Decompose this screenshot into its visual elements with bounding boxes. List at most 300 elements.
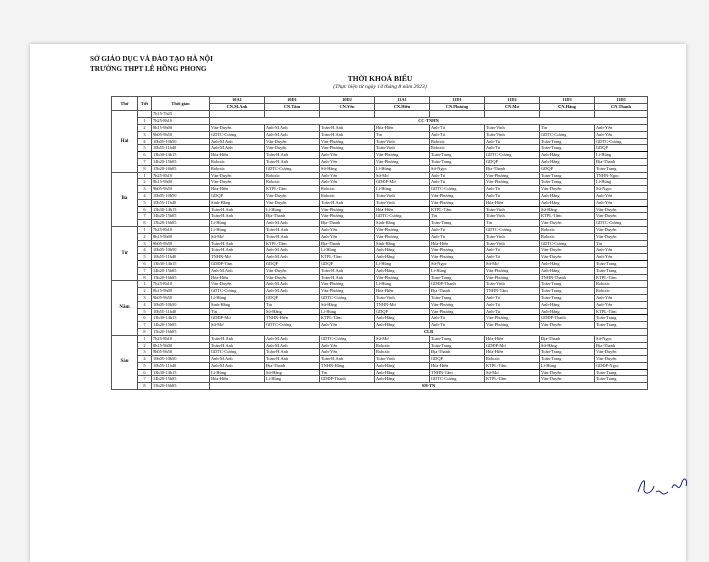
table-row bbox=[112, 322, 648, 329]
table-cell: Anh-Yến bbox=[595, 125, 648, 132]
table-cell: Hóa-Hiền bbox=[375, 125, 430, 132]
table-cell: Văn-Duyên bbox=[265, 267, 320, 274]
table-cell: Địa-Thanh bbox=[320, 240, 375, 247]
table-cell: Toán-Vinh bbox=[485, 233, 540, 240]
table-cell: Văn-Duyên bbox=[595, 206, 648, 213]
table-row bbox=[112, 267, 648, 274]
period-time: 13h30-14h15 bbox=[152, 315, 210, 322]
table-cell: Anh-M.Anh bbox=[265, 220, 320, 227]
period-number: 6 bbox=[138, 369, 152, 376]
table-cell: Toán-Trang bbox=[540, 288, 595, 295]
period-time: 10h55-11h40 bbox=[152, 362, 210, 369]
period-number: 6 bbox=[138, 315, 152, 322]
table-cell: Văn-Phương bbox=[375, 226, 430, 233]
table-cell: Văn-Phương bbox=[320, 213, 375, 220]
period-number: 7 bbox=[138, 213, 152, 220]
table-cell: Lí-Hùng bbox=[430, 267, 485, 274]
table-cell: Toán-Vinh bbox=[375, 192, 430, 199]
class-name: 11D3 bbox=[540, 97, 595, 104]
table-cell: Tin bbox=[595, 240, 648, 247]
day-name: Năm bbox=[112, 281, 138, 335]
table-cell: Toán-H.Anh bbox=[210, 240, 265, 247]
class-name: 11A1 bbox=[375, 97, 430, 104]
table-cell: Anh-M.Anh bbox=[265, 125, 320, 132]
table-cell: Anh-M.Anh bbox=[265, 131, 320, 138]
table-row bbox=[112, 233, 648, 240]
table-cell: Toán-Vinh bbox=[485, 281, 540, 288]
table-cell: Anh-Hằng bbox=[540, 260, 595, 267]
signature-icon bbox=[632, 462, 692, 502]
table-cell: TNHN-Tâm bbox=[430, 369, 485, 376]
table-cell: Toán-Vinh bbox=[485, 125, 540, 132]
table-cell: Toán-Vinh bbox=[375, 145, 430, 152]
table-cell: Địa-Thanh bbox=[595, 342, 648, 349]
table-row bbox=[112, 254, 648, 261]
table-cell: Văn-Phương bbox=[320, 206, 375, 213]
period-time: 10h05-10h50 bbox=[152, 138, 210, 145]
table-cell: Sử-Mơ bbox=[375, 335, 430, 342]
table-cell: Anh-Yến bbox=[320, 342, 375, 349]
table-cell: GDTC-Cương bbox=[485, 152, 540, 159]
period-time: 10h05-10h50 bbox=[152, 301, 210, 308]
table-cell: Toán-Vinh bbox=[375, 356, 430, 363]
table-cell: Địa-Thanh bbox=[430, 349, 485, 356]
table-cell: Sử-Hằng bbox=[265, 369, 320, 376]
table-cell: KTPL-Tâm bbox=[430, 206, 485, 213]
table-cell: Lí-Hùng bbox=[595, 179, 648, 186]
table-row bbox=[112, 356, 648, 363]
period-number: 7 bbox=[138, 322, 152, 329]
table-cell: Tin bbox=[265, 301, 320, 308]
table-row bbox=[112, 376, 648, 383]
table-cell: Toán-H.Anh bbox=[265, 349, 320, 356]
table-cell bbox=[265, 111, 320, 118]
period-number: 2 bbox=[138, 288, 152, 295]
table-cell: Văn-Duyên bbox=[595, 356, 648, 363]
table-cell: Tin bbox=[540, 125, 595, 132]
table-cell: Lí-Hùng bbox=[210, 220, 265, 227]
table-cell: TNHN-Ngọc bbox=[595, 172, 648, 179]
table-cell: Sử-Mơ bbox=[210, 322, 265, 329]
table-cell bbox=[210, 111, 265, 118]
table-cell: Anh-Tú bbox=[430, 172, 485, 179]
table-row bbox=[112, 315, 648, 322]
table-row bbox=[112, 362, 648, 369]
table-cell: Văn-Duyên bbox=[265, 145, 320, 152]
table-cell: Lí-Hùng bbox=[540, 362, 595, 369]
table-cell: Sử-Mơ bbox=[210, 233, 265, 240]
table-row bbox=[112, 179, 648, 186]
table-cell: Anh-Hằng bbox=[540, 152, 595, 159]
table-cell: Anh-Yến bbox=[320, 349, 375, 356]
table-cell: Văn-Phương bbox=[320, 138, 375, 145]
table-cell: Toán-H.Anh bbox=[320, 267, 375, 274]
table-cell: Anh-Hằng bbox=[375, 322, 430, 329]
table-cell: Anh-Hằng bbox=[540, 267, 595, 274]
table-cell: GDTC-Cương bbox=[210, 288, 265, 295]
table-cell: Anh-Tú bbox=[430, 226, 485, 233]
table-cell: Toán-H.Anh bbox=[210, 247, 265, 254]
table-row bbox=[112, 383, 648, 390]
period-time: 10h05-10h50 bbox=[152, 192, 210, 199]
table-cell: Toán-Vinh bbox=[485, 206, 540, 213]
table-cell: Anh-Tú bbox=[485, 254, 540, 261]
table-cell: Sử-Hằng bbox=[320, 301, 375, 308]
table-row bbox=[112, 213, 648, 220]
table-cell: KTPL-Tâm bbox=[485, 376, 540, 383]
day-name: Ba bbox=[112, 172, 138, 226]
table-cell: GDTC-Cương bbox=[210, 131, 265, 138]
page-subtitle: (Thực hiện từ ngày 14 tháng 8 năm 2023) bbox=[333, 84, 427, 90]
table-cell: Lí-Hùng bbox=[375, 260, 430, 267]
table-cell: Toán-H.Anh bbox=[320, 125, 375, 132]
table-cell: Anh-Yến bbox=[595, 247, 648, 254]
table-cell: Sinh-Hằng bbox=[375, 240, 430, 247]
table-cell: GDTC-Cương bbox=[540, 131, 595, 138]
period-number: 8 bbox=[138, 328, 152, 335]
period-number: 2 bbox=[138, 179, 152, 186]
period-time: 10h55-11h40 bbox=[152, 254, 210, 261]
table-cell: GDĐP-Mơ bbox=[210, 315, 265, 322]
table-cell: Anh-Yến bbox=[595, 131, 648, 138]
school-name: TRƯỜNG THPT LÊ HỒNG PHONG bbox=[90, 65, 207, 73]
period-time: 15h20-16h05 bbox=[152, 328, 210, 335]
table-cell: Toán-Trang bbox=[540, 356, 595, 363]
table-cell: Văn-Duyên bbox=[210, 281, 265, 288]
table-cell: GDĐP-Thanh bbox=[320, 376, 375, 383]
period-time: 15h20-16h05 bbox=[152, 220, 210, 227]
table-cell: Văn-Duyên bbox=[540, 186, 595, 193]
table-cell: Hóa-Hiền bbox=[485, 335, 540, 342]
table-cell: Anh-M.Anh bbox=[210, 138, 265, 145]
period-time: 13h30-14h15 bbox=[152, 152, 210, 159]
table-cell: Văn-Phương bbox=[485, 322, 540, 329]
table-row bbox=[112, 186, 648, 193]
table-cell bbox=[485, 111, 540, 118]
table-cell: Anh-Hằng bbox=[375, 362, 430, 369]
class-name: 10D1 bbox=[265, 97, 320, 104]
table-cell: KTPL-Tâm bbox=[595, 308, 648, 315]
table-cell: TNHN-Mơ bbox=[210, 254, 265, 261]
table-cell: GDTC-Cương bbox=[430, 186, 485, 193]
table-cell: GDĐP-Thanh bbox=[540, 315, 595, 322]
table-cell: Hóa-Hiền bbox=[430, 240, 485, 247]
table-cell: Toán-Trang bbox=[430, 158, 485, 165]
table-cell: Toán-Trang bbox=[595, 369, 648, 376]
table-cell: Toán-Trang bbox=[540, 281, 595, 288]
table-row bbox=[112, 247, 648, 254]
table-cell: Sinh-Hằng bbox=[210, 301, 265, 308]
period-number: 1 bbox=[138, 172, 152, 179]
table-cell: GDQP bbox=[430, 356, 485, 363]
table-row bbox=[112, 369, 648, 376]
period-time: 14h20-15h05 bbox=[152, 267, 210, 274]
table-cell: Tin bbox=[375, 131, 430, 138]
table-cell: Toán-H.Anh bbox=[320, 274, 375, 281]
table-cell: Văn-Duyên bbox=[210, 179, 265, 186]
period-number: 1 bbox=[138, 226, 152, 233]
table-cell bbox=[540, 111, 595, 118]
table-cell: KTPL-Tâm bbox=[595, 274, 648, 281]
table-cell: Robotic bbox=[485, 356, 540, 363]
table-cell: Văn-Phương bbox=[320, 145, 375, 152]
table-cell: Địa-Thanh bbox=[485, 165, 540, 172]
table-cell: KTPL-Tâm bbox=[320, 254, 375, 261]
period-time: 15h20-16h05 bbox=[152, 274, 210, 281]
period-time: 9h05-9h50 bbox=[152, 186, 210, 193]
table-cell: Anh-Tú bbox=[485, 192, 540, 199]
table-cell: Robotic bbox=[320, 192, 375, 199]
table-cell: Robotic bbox=[540, 233, 595, 240]
period-number: 4 bbox=[138, 247, 152, 254]
table-cell: Anh-M.Anh bbox=[265, 247, 320, 254]
table-cell: Anh-M.Anh bbox=[210, 356, 265, 363]
period-time: 9h05-9h50 bbox=[152, 131, 210, 138]
table-cell: Văn-Phương bbox=[430, 308, 485, 315]
table-cell: Văn-Phương bbox=[485, 274, 540, 281]
table-cell: KTPL-Tâm bbox=[265, 240, 320, 247]
table-cell: Toán-H.Anh bbox=[210, 342, 265, 349]
table-cell: Lí-Hùng bbox=[320, 308, 375, 315]
table-cell: Hóa-Hiền bbox=[375, 206, 430, 213]
table-cell: Toán-Vinh bbox=[375, 199, 430, 206]
class-name: 10D2 bbox=[320, 97, 375, 104]
table-cell: Toán-H.Anh bbox=[265, 152, 320, 159]
period-time: 7h25-8h10 bbox=[152, 118, 210, 125]
table-cell: Anh-Yến bbox=[595, 192, 648, 199]
class-teacher: CN.Mơ bbox=[485, 104, 540, 111]
table-cell: Anh-Hằng bbox=[375, 267, 430, 274]
period-time: 8h15-9h00 bbox=[152, 288, 210, 295]
table-cell: Toán-Trang bbox=[540, 172, 595, 179]
table-cell: Lí-Hùng bbox=[595, 152, 648, 159]
table-cell bbox=[320, 111, 375, 118]
table-row bbox=[112, 335, 648, 342]
table-cell: Văn-Phương bbox=[320, 288, 375, 295]
table-cell: Robotic bbox=[375, 349, 430, 356]
table-cell: Lí-Hùng bbox=[375, 186, 430, 193]
table-cell: Anh-Yến bbox=[595, 254, 648, 261]
table-cell: Anh-M.Anh bbox=[265, 281, 320, 288]
table-cell: Anh-Hằng bbox=[540, 308, 595, 315]
table-row bbox=[112, 301, 648, 308]
table-cell: Hóa-Hiền bbox=[210, 274, 265, 281]
table-cell: Văn-Phương bbox=[430, 192, 485, 199]
period-time: 15h20-16h05 bbox=[152, 383, 210, 390]
table-cell: Văn-Duyên bbox=[595, 226, 648, 233]
table-cell: GDTC-Cương bbox=[485, 226, 540, 233]
period-number: 6 bbox=[138, 152, 152, 159]
table-row bbox=[112, 342, 648, 349]
table-cell: Văn-Duyên bbox=[265, 199, 320, 206]
table-cell: Sử-Mơ bbox=[485, 260, 540, 267]
table-cell: Toán-H.Anh bbox=[265, 356, 320, 363]
table-cell: Robotic bbox=[595, 281, 648, 288]
period-number: 3 bbox=[138, 131, 152, 138]
table-cell: Văn-Duyên bbox=[265, 138, 320, 145]
period-number: 8 bbox=[138, 220, 152, 227]
table-cell: Toán-Trang bbox=[540, 349, 595, 356]
table-cell: Văn-Duyên bbox=[210, 172, 265, 179]
period-number: 8 bbox=[138, 165, 152, 172]
table-cell: GDQP bbox=[540, 165, 595, 172]
table-row bbox=[112, 192, 648, 199]
period-number: 5 bbox=[138, 145, 152, 152]
table-cell: Địa-Thanh bbox=[320, 220, 375, 227]
table-cell: Văn-Duyên bbox=[210, 125, 265, 132]
table-cell: Toán-H.Anh bbox=[320, 131, 375, 138]
table-cell: Sử-Ngọc bbox=[595, 335, 648, 342]
table-cell: Anh-Yến bbox=[320, 233, 375, 240]
period-time: 13h30-14h15 bbox=[152, 206, 210, 213]
table-cell: Anh-Tú bbox=[485, 145, 540, 152]
period-time: 10h05-10h50 bbox=[152, 356, 210, 363]
table-row bbox=[112, 240, 648, 247]
table-row bbox=[112, 138, 648, 145]
period-time: 10h05-10h50 bbox=[152, 247, 210, 254]
table-cell: Toán-Trang bbox=[430, 335, 485, 342]
table-cell: GDTC-Cương bbox=[320, 335, 375, 342]
table-cell: Anh-Tú bbox=[485, 308, 540, 315]
table-cell: Văn-Duyên bbox=[595, 349, 648, 356]
table-cell: GDTC-Cương bbox=[540, 240, 595, 247]
table-cell: Địa-Thanh bbox=[540, 335, 595, 342]
period-number: 6 bbox=[138, 260, 152, 267]
table-cell: Toán-Vinh bbox=[375, 294, 430, 301]
period-number: 4 bbox=[138, 301, 152, 308]
class-teacher: CN.Tâm bbox=[265, 104, 320, 111]
period-number: 4 bbox=[138, 356, 152, 363]
period-number: 5 bbox=[138, 254, 152, 261]
table-cell: Địa-Thanh bbox=[265, 362, 320, 369]
table-cell: Toán-Trang bbox=[540, 145, 595, 152]
table-cell: Toán-Trang bbox=[540, 179, 595, 186]
period-time: 8h15-9h00 bbox=[152, 233, 210, 240]
table-cell: Anh-Tú bbox=[485, 138, 540, 145]
period-number: 2 bbox=[138, 342, 152, 349]
table-cell: GDQP bbox=[375, 308, 430, 315]
period-time: 7h25-8h10 bbox=[152, 226, 210, 233]
table-cell: Văn-Phương bbox=[320, 281, 375, 288]
table-row bbox=[112, 172, 648, 179]
page-title: THỜI KHOÁ BIỂU bbox=[347, 74, 413, 83]
period-number: 5 bbox=[138, 308, 152, 315]
period-time: 9h05-9h50 bbox=[152, 294, 210, 301]
table-cell: Sinh-Hằng bbox=[210, 199, 265, 206]
table-cell: GDĐP-Ngọc bbox=[595, 362, 648, 369]
table-cell: GDĐP-Tâm bbox=[210, 260, 265, 267]
table-cell: Hóa-Hiền bbox=[210, 376, 265, 383]
table-cell: Robotic bbox=[210, 158, 265, 165]
table-row bbox=[112, 125, 648, 132]
period-number: 2 bbox=[138, 125, 152, 132]
table-cell: Sử-Hằng bbox=[320, 165, 375, 172]
period-number: 4 bbox=[138, 138, 152, 145]
table-cell: Anh-Yến bbox=[320, 179, 375, 186]
table-cell: Anh-Hằng bbox=[375, 369, 430, 376]
table-cell: TNHN-Hằng bbox=[320, 362, 375, 369]
table-row bbox=[112, 131, 648, 138]
table-cell: Sinh-Hằng bbox=[375, 220, 430, 227]
table-cell: Văn-Phương bbox=[430, 254, 485, 261]
table-cell: Anh-Hằng bbox=[540, 301, 595, 308]
table-cell: Lí-Hùng bbox=[375, 281, 430, 288]
table-cell: Văn-Phương bbox=[375, 274, 430, 281]
table-cell: Toán-Vinh bbox=[485, 213, 540, 220]
table-cell: Anh-Tú bbox=[430, 315, 485, 322]
table-cell: Anh-Yến bbox=[595, 301, 648, 308]
table-cell: Toán-H.Anh bbox=[265, 226, 320, 233]
table-row bbox=[112, 308, 648, 315]
table-cell: GDQP bbox=[320, 260, 375, 267]
period-time: 8h15-9h00 bbox=[152, 342, 210, 349]
table-row bbox=[112, 226, 648, 233]
table-row bbox=[112, 152, 648, 159]
table-row bbox=[112, 111, 648, 118]
table-cell: Văn-Duyên bbox=[540, 322, 595, 329]
table-cell: Văn-Phương bbox=[430, 247, 485, 254]
period-time: 7h25-8h10 bbox=[152, 335, 210, 342]
table-cell: Toán-Trang bbox=[540, 138, 595, 145]
table-cell: Lí-Hùng bbox=[265, 376, 320, 383]
table-cell: Anh-Tú bbox=[485, 301, 540, 308]
table-cell: GDQP bbox=[595, 145, 648, 152]
period-time: 10h55-11h40 bbox=[152, 145, 210, 152]
table-cell: Anh-M.Anh bbox=[265, 342, 320, 349]
table-row bbox=[112, 281, 648, 288]
period-number: 8 bbox=[138, 383, 152, 390]
activity-banner: SH-TN bbox=[210, 383, 648, 390]
table-cell: Lí-Hùng bbox=[375, 165, 430, 172]
table-row bbox=[112, 118, 648, 125]
table-cell: Lí-Hùng bbox=[210, 226, 265, 233]
table-cell: Toán-H.Anh bbox=[265, 158, 320, 165]
table-cell: Robotic bbox=[540, 226, 595, 233]
table-cell: Anh-Yến bbox=[595, 199, 648, 206]
table-cell: Văn-Phương bbox=[485, 267, 540, 274]
table-cell: Robotic bbox=[430, 138, 485, 145]
table-cell bbox=[375, 111, 430, 118]
day-name: Tư bbox=[112, 226, 138, 280]
table-row bbox=[112, 220, 648, 227]
period-number: 7 bbox=[138, 267, 152, 274]
department-name: SỞ GIÁO DỤC VÀ ĐÀO TẠO HÀ NỘI bbox=[90, 55, 213, 63]
table-cell: Anh-Yến bbox=[595, 294, 648, 301]
table-cell: Anh-M.Anh bbox=[265, 254, 320, 261]
table-row bbox=[112, 206, 648, 213]
class-teacher: CN.Yến bbox=[320, 104, 375, 111]
table-cell: Robotic bbox=[595, 288, 648, 295]
period-time: 13h30-14h15 bbox=[152, 260, 210, 267]
table-cell: Địa-Thanh bbox=[430, 288, 485, 295]
table-cell: Văn-Duyên bbox=[540, 369, 595, 376]
table-cell: Anh-Yến bbox=[320, 322, 375, 329]
table-cell: Văn-Phương bbox=[375, 152, 430, 159]
table-cell: Toán-H.Anh bbox=[210, 206, 265, 213]
period-number: 1 bbox=[138, 281, 152, 288]
table-cell: Anh-Tú bbox=[430, 125, 485, 132]
table-cell: Anh-Hằng bbox=[375, 376, 430, 383]
table-cell: Anh-Hằng bbox=[375, 247, 430, 254]
table-cell: Anh-Tú bbox=[430, 131, 485, 138]
table-cell: Robotic bbox=[430, 145, 485, 152]
table-cell: Hóa-Hiền bbox=[210, 152, 265, 159]
table-cell: Toán-H.Anh bbox=[320, 356, 375, 363]
table-cell: Toán-Trang bbox=[595, 322, 648, 329]
table-row bbox=[112, 349, 648, 356]
table-cell bbox=[595, 111, 648, 118]
table-cell: GDTC-Cương bbox=[595, 220, 648, 227]
